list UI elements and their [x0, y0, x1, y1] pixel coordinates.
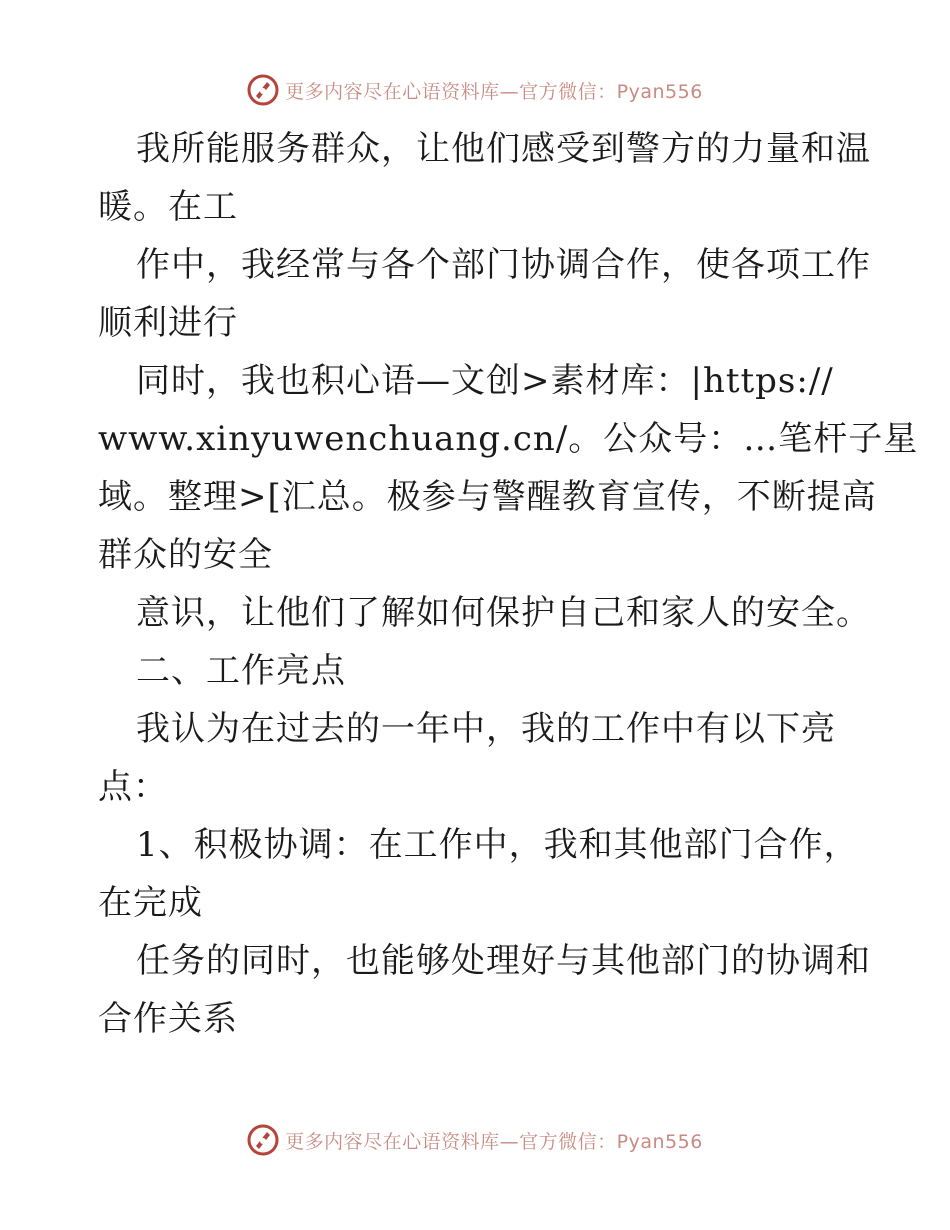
header-banner: [0, 70, 950, 110]
text-line: 我所能服务群众，让他们感受到警方的力量和温: [136, 129, 871, 169]
text-line: 合作关系: [98, 999, 238, 1039]
footer-banner-text: 更多内容尽在心语资料库—官方微信：Pyan556: [285, 1130, 703, 1153]
brand-logo-icon: [247, 74, 279, 106]
text-line: www.xinyuwenchuang.cn/。公众号：…笔杆子星: [98, 419, 919, 459]
footer-banner: [0, 1120, 950, 1160]
text-line: 群众的安全: [98, 535, 273, 575]
text-line: 意识，让他们了解如何保护自己和家人的安全。: [136, 593, 871, 633]
document-body: [98, 120, 919, 1048]
text-line: 我认为在过去的一年中，我的工作中有以下亮: [136, 709, 836, 749]
text-line: 1、积极协调：在工作中，我和其他部门合作，: [136, 825, 859, 865]
text-line: 任务的同时，也能够处理好与其他部门的协调和: [136, 941, 871, 981]
text-line: 点：: [98, 767, 168, 807]
text-line: 作中，我经常与各个部门协调合作，使各项工作: [136, 245, 871, 285]
section-heading: 二、工作亮点: [136, 651, 346, 691]
text-line: 同时，我也积心语—文创>素材库：|https://: [136, 361, 834, 401]
text-line: 暖。在工: [98, 187, 238, 227]
brand-logo-icon: [247, 1124, 279, 1156]
text-line: 顺利进行: [98, 303, 238, 343]
header-banner-text: 更多内容尽在心语资料库—官方微信：Pyan556: [285, 80, 703, 103]
text-line: 域。整理>[汇总。极参与警醒教育宣传，不断提高: [98, 477, 877, 517]
text-line: 在完成: [98, 883, 203, 923]
